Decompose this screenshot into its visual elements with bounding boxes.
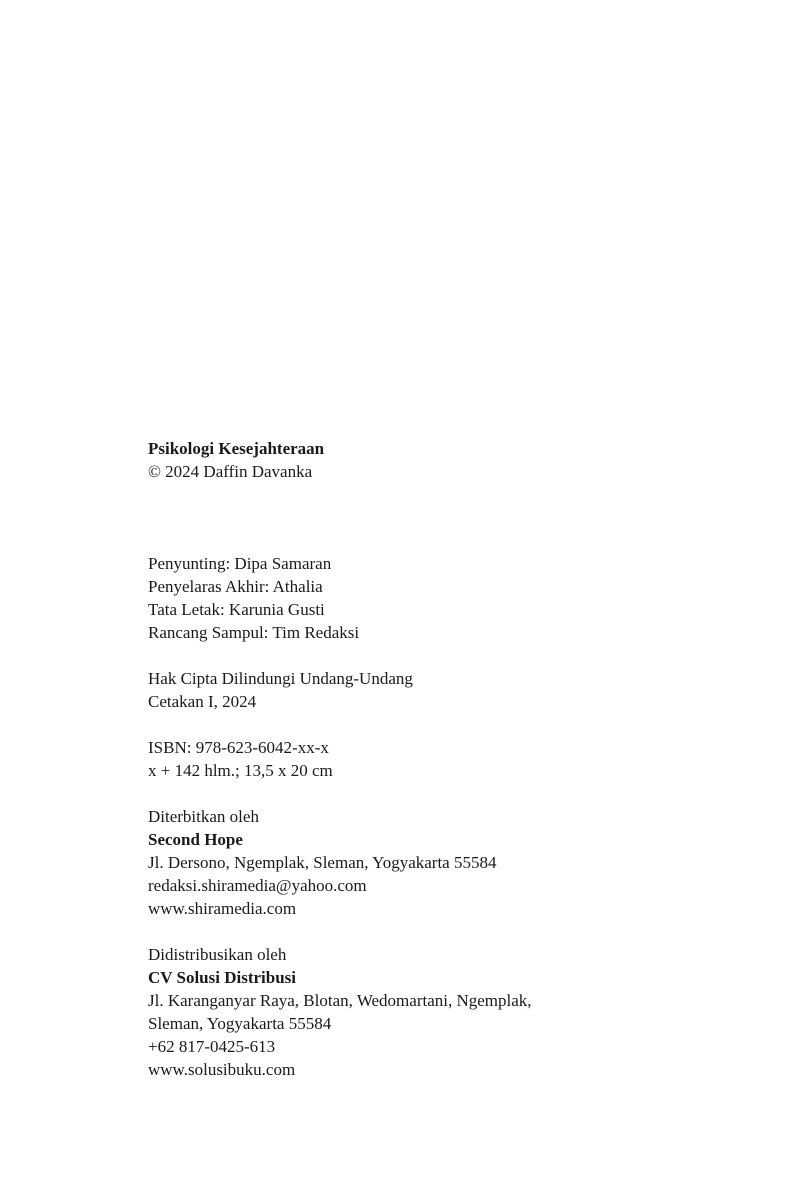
spacer (148, 483, 748, 552)
imprint-block (148, 437, 748, 1081)
publisher-address: Jl. Dersono, Ngemplak, Sleman, Yogyakarta 55584 (148, 853, 497, 872)
distributor-address-line1: Jl. Karanganyar Raya, Blotan, Wedomartani, Ngemplak, (148, 991, 532, 1010)
spacer (148, 782, 748, 805)
publisher-heading: Diterbitkan oleh (148, 807, 259, 826)
credits-section (148, 552, 748, 644)
rights-notice: Hak Cipta Dilindungi Undang-Undang (148, 669, 413, 688)
distributor-heading: Didistribusikan oleh (148, 945, 287, 964)
rights-section (148, 667, 748, 713)
spacer (148, 713, 748, 736)
publisher-name: Second Hope (148, 830, 243, 849)
publisher-email: redaksi.shiramedia@yahoo.com (148, 876, 367, 895)
credit-final-reviewer: Penyelaras Akhir: Athalia (148, 577, 323, 596)
credit-layout: Tata Letak: Karunia Gusti (148, 600, 325, 619)
catalog-section (148, 736, 748, 782)
distributor-website: www.solusibuku.com (148, 1060, 296, 1079)
edition-info: Cetakan I, 2024 (148, 692, 257, 711)
distributor-phone: +62 817-0425-613 (148, 1037, 276, 1056)
book-specs: x + 142 hlm.; 13,5 x 20 cm (148, 761, 333, 780)
distributor-section (148, 943, 748, 1081)
distributor-address-line2: Sleman, Yogyakarta 55584 (148, 1014, 332, 1033)
credit-editor: Penyunting: Dipa Samaran (148, 554, 332, 573)
isbn: ISBN: 978-623-6042-xx-x (148, 738, 329, 757)
spacer (148, 920, 748, 943)
book-title: Psikologi Kesejahteraan (148, 439, 325, 458)
publisher-section (148, 805, 748, 920)
spacer (148, 644, 748, 667)
distributor-name: CV Solusi Distribusi (148, 968, 297, 987)
credit-cover-design: Rancang Sampul: Tim Redaksi (148, 623, 360, 642)
publisher-website: www.shiramedia.com (148, 899, 297, 918)
copyright-notice: © 2024 Daffin Davanka (148, 462, 313, 481)
